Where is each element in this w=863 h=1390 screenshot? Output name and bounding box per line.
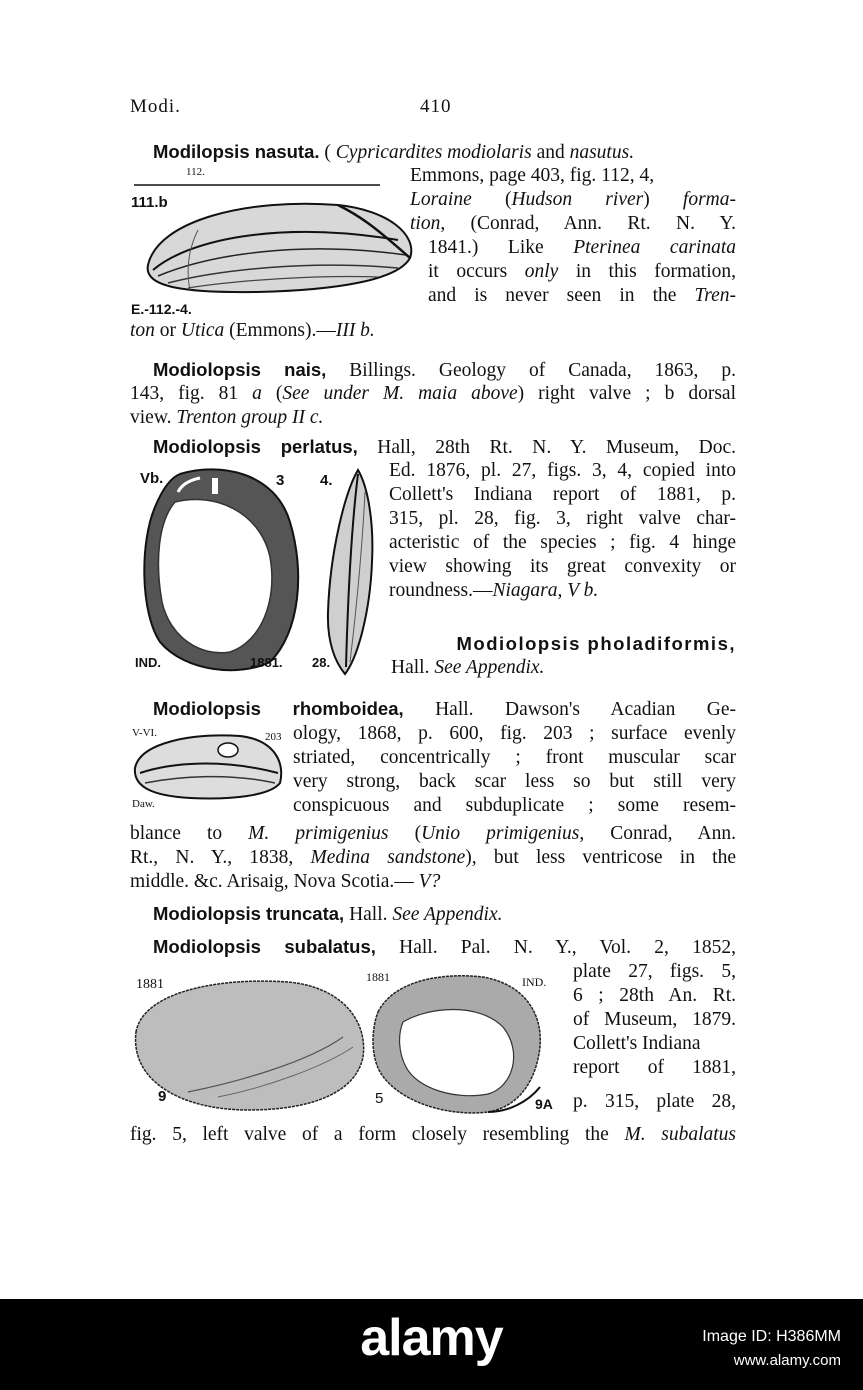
- species-name: Modilopsis nasuta.: [153, 141, 320, 162]
- rhomboidea-heading-line: Modiolopsis rhomboidea, Hall. Dawson's Acadian Ge-: [153, 698, 737, 720]
- text-line: acteristic of the species ; fig. 4 hinge: [389, 532, 736, 553]
- truncata-heading-line: Modiolopsis truncata, Hall. See Appendix.: [153, 903, 503, 925]
- species-name: Modiolopsis perlatus,: [153, 436, 358, 457]
- text-line: Loraine (Hudson river) forma-: [410, 189, 736, 210]
- figure-label: 1881: [366, 970, 390, 984]
- species-name: Modiolopsis pholadiformis,: [456, 633, 736, 654]
- text-line: 6 ; 28th An. Rt.: [573, 985, 736, 1006]
- figure-label: 1881.: [250, 655, 283, 670]
- text-line: Ed. 1876, pl. 27, figs. 3, 4, copied into: [389, 460, 736, 481]
- figure-label: V-VI.: [132, 727, 157, 739]
- site-url: www.alamy.com: [733, 1352, 841, 1369]
- text-line: fig. 5, left valve of a form closely resembling the M. subalatus: [130, 1124, 736, 1145]
- figure-label: 111.b: [131, 194, 168, 211]
- figure-label: 4.: [320, 472, 333, 489]
- text-line: report of 1881,: [573, 1057, 736, 1078]
- text-line: tion, (Conrad, Ann. Rt. N. Y.: [410, 213, 736, 234]
- nasuta-heading-line: Modilopsis nasuta. ( Cypricardites modiolaris and nasutus.: [153, 141, 635, 163]
- text-line: conspicuous and subduplicate ; some resem-: [293, 795, 736, 816]
- figure-label: E.-112.-4.: [131, 301, 192, 317]
- nais-heading-line: Modiolopsis nais, Billings. Geology of Canada, 1863, p.: [153, 359, 736, 381]
- figure-number: 112.: [186, 166, 205, 178]
- figure-label: IND.: [135, 655, 161, 670]
- text-line: ology, 1868, p. 600, fig. 203 ; surface evenly: [293, 723, 736, 744]
- text-line: blance to M. primigenius (Unio primigenius, Conrad, Ann.: [130, 823, 736, 844]
- text-line: of Museum, 1879.: [573, 1009, 736, 1030]
- text-line: and is never seen in the Tren-: [428, 285, 736, 306]
- figure-label: 9A: [535, 1096, 553, 1112]
- shell-illustration-subalatus: [128, 962, 568, 1122]
- figure-label: 203: [265, 731, 282, 743]
- species-name: Modiolopsis subalatus,: [153, 936, 376, 957]
- figure-label: Vb.: [140, 470, 164, 487]
- text-line: 143, fig. 81 a (See under M. maia above) right valve ; b dorsal: [130, 383, 737, 404]
- text-line: p. 315, plate 28,: [573, 1091, 736, 1112]
- figure-label: 5: [375, 1090, 384, 1107]
- species-name: Modiolopsis truncata,: [153, 903, 345, 924]
- text-line: Collett's Indiana report of 1881, p.: [389, 484, 736, 505]
- figure-label: 3: [276, 472, 285, 489]
- text-line: middle. &c. Arisaig, Nova Scotia.— V?: [130, 871, 441, 892]
- image-id: Image ID: H386MM: [702, 1328, 841, 1345]
- text-line: Rt., N. Y., 1838, Medina sandstone), but less ventricose in the: [130, 847, 736, 868]
- text-line: view. Trenton group II c.: [130, 407, 324, 428]
- alamy-logo: alamy: [360, 1309, 503, 1367]
- text-line: view showing its great convexity or: [389, 556, 736, 577]
- shell-illustration-perlatus: [130, 462, 385, 682]
- figure-label: 9: [158, 1088, 167, 1105]
- perlatus-heading-line: Modiolopsis perlatus, Hall, 28th Rt. N. Y. Museum, Doc.: [153, 436, 736, 458]
- text-line: striated, concentrically ; front muscular scar: [293, 747, 736, 768]
- figure-label: Daw.: [132, 798, 155, 810]
- species-name: Modiolopsis nais,: [153, 359, 327, 380]
- text-line: 315, pl. 28, fig. 3, right valve char-: [389, 508, 736, 529]
- pholadiformis-heading: [412, 632, 736, 657]
- text-line: very strong, back scar less so but still very: [293, 771, 736, 792]
- text-line: plate 27, figs. 5,: [573, 961, 736, 982]
- shell-illustration-nasuta: [128, 180, 418, 320]
- text-line: 1841.) Like Pterinea carinata: [428, 237, 736, 258]
- text-line: Hall. See Appendix.: [391, 657, 545, 678]
- page-number: 410: [420, 96, 452, 117]
- figure-label: IND.: [522, 975, 547, 989]
- text-line: ton or Utica (Emmons).—III b.: [130, 320, 375, 341]
- running-head: Modi.: [130, 96, 181, 117]
- text-line: it occurs only in this formation,: [428, 261, 736, 282]
- text-line: Emmons, page 403, fig. 112, 4,: [410, 165, 655, 186]
- text-line: Collett's Indiana: [573, 1033, 701, 1054]
- text-line: roundness.—Niagara, V b.: [389, 580, 599, 601]
- figure-label: 28.: [312, 655, 331, 670]
- figure-label: 1881: [136, 977, 164, 992]
- subalatus-heading-line: Modiolopsis subalatus, Hall. Pal. N. Y., Vol. 2, 1852,: [153, 936, 736, 958]
- species-name: Modiolopsis rhomboidea,: [153, 698, 404, 719]
